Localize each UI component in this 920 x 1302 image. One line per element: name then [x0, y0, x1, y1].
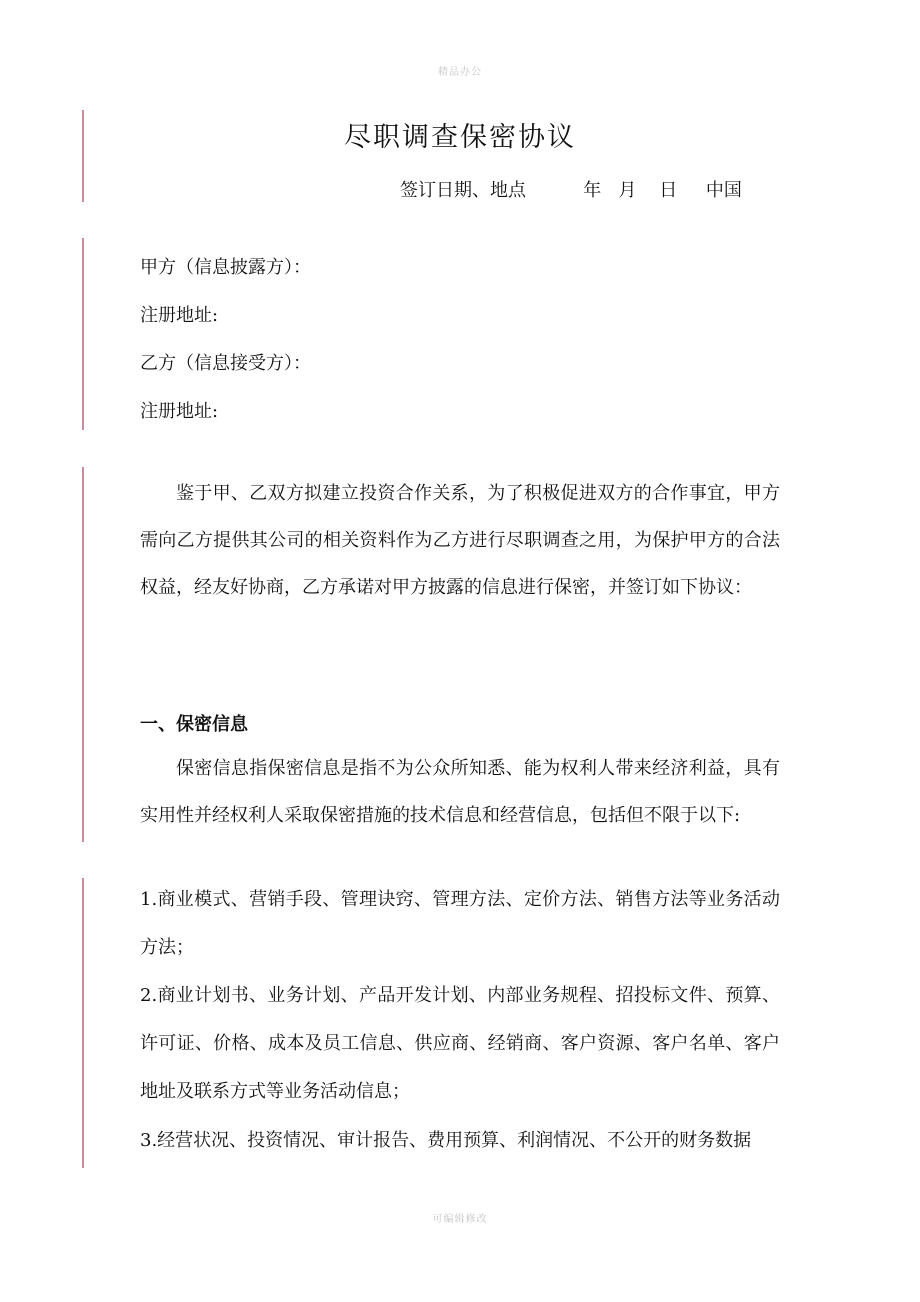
list-item: 2.商业计划书、业务计划、产品开发计划、内部业务规程、招投标文件、预算、许可证、价格、成本及员工信息、供应商、经销商、客户资源、客户名单、客户地址及联系方式等业务活动信息； [140, 985, 780, 1102]
list-item: 3.经营状况、投资情况、审计报告、费用预算、利润情况、不公开的财务数据 [140, 1130, 752, 1151]
section-body: 保密信息指保密信息是指不为公众所知悉、能为权利人带来经济利益，具有实用性并经权利人采取保密措施的技术信息和经营信息，包括但不限于以下: [140, 758, 780, 826]
list-item: 1.商业模式、营销手段、管理诀窍、管理方法、定价方法、销售方法等业务活动方法； [140, 889, 780, 958]
margin-bar [82, 878, 84, 1168]
signing-date-place: 签订日期、地点 年 月 日 中国 [400, 180, 742, 201]
party-a-label: 甲方（信息披露方）： [140, 257, 311, 278]
footer-watermark: 可编辑修改 [432, 1214, 488, 1225]
header-watermark: 精品办公 [438, 67, 482, 78]
party-b-address-label: 注册地址: [140, 401, 219, 422]
party-b-label: 乙方（信息接受方）： [140, 353, 311, 374]
preamble-paragraph: 鉴于甲、乙双方拟建立投资合作关系，为了积极促进双方的合作事宜，甲方需向乙方提供其公司的相关资料作为乙方进行尽职调查之用，为保护甲方的合法权益，经友好协商，乙方承诺对甲方披露的信息进行保密，并签订如下协议： [140, 483, 780, 598]
document-title: 尽职调查保密协议 [344, 122, 576, 153]
section-heading: 一、保密信息 [140, 714, 248, 735]
margin-bar [82, 467, 84, 842]
margin-bar [82, 238, 84, 430]
party-a-address-label: 注册地址: [140, 305, 219, 326]
